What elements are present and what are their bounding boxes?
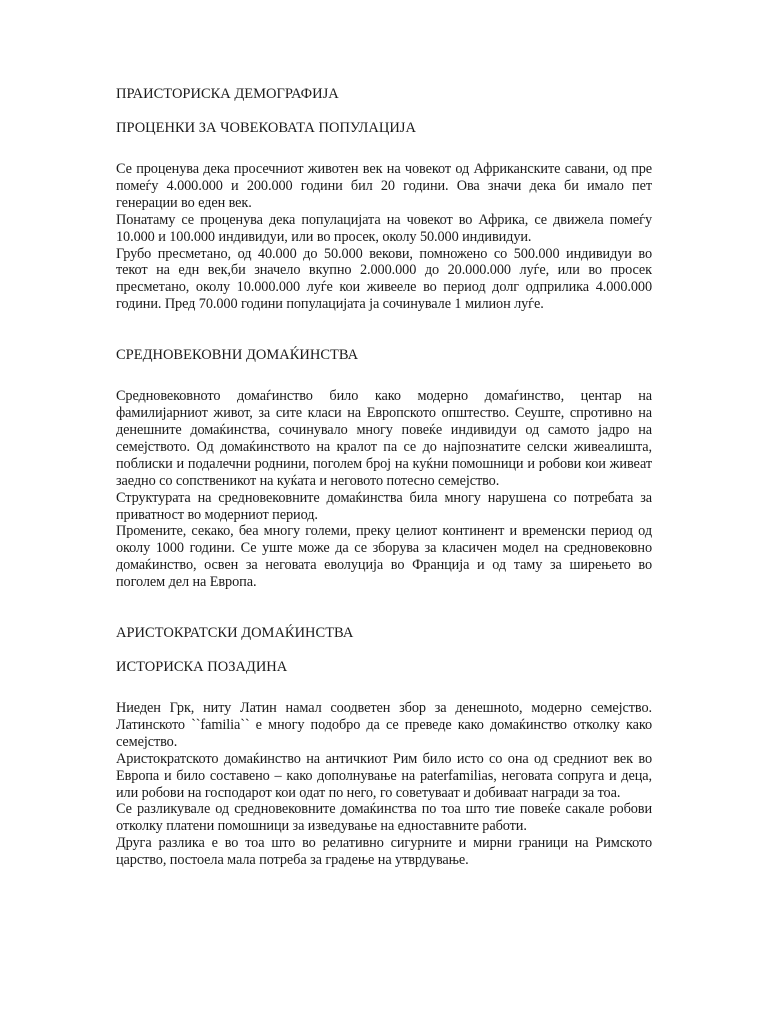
heading-medieval-households: СРЕДНОВЕКОВНИ ДОМАЌИНСТВА — [116, 347, 359, 364]
paragraph-rough-calculation: Грубо пресметано, од 40.000 до 50.000 векови, помножено со 500.000 индивидуи во текот на едн век,би значело вкупно 2.000.000 до 20.000.000 луѓе, или во просек пресметано, околу 10.000.000 луѓе кои живееле во период долг одприлика 4.000.000 години. Пред 70.000 години популацијата ја сочинувале 1 милион луѓе. — [116, 245, 652, 313]
heading-aristocratic-households: АРИСТОКРАТСКИ ДОМАЌИНСТВА — [116, 625, 354, 642]
paragraph-fortification: Друга разлика е во тоа што во релативно сигурните и мирни граници на Римското царство, постоела мала потреба за градење на утврдување. — [116, 835, 652, 869]
heading-prehistoric-demography: ПРАИСТОРИСКА ДЕМОГРАФИЈА — [116, 86, 339, 102]
paragraph-roman-household: Аристократското домаќинство на античкиот Рим било исто со она од средниот век во Европа и било составено – како дополнување на paterfamilias, неговата сопруга и деца, или робови на господарот кои одат по него, го советуваат и добиваат награди за тоа. — [116, 750, 652, 801]
paragraph-medieval-household: Средновековното домаѓинство било како модерно домаѓинство, центар на фамилијарниот живот, за сите класи на Европското општество. Сеуште, спротивно на денешните домаќинства, сочинувало многу повеќе индивидуи од самото јадро на семејството. Од домаќинството на кралот па се до најпознатите селски живеалишта, поблиски и подалечни роднини, поголем број на куќни помошници и робови кои живеат заедно со сопственикот на куќата и неговото потесно семејство. — [116, 388, 652, 489]
paragraph-slaves-difference: Се разликувале од средновековните домаќинства по тоа што тие повеќе сакале робови отколку платени помошници за изведување на едноставните работи. — [116, 801, 652, 835]
document-page — [116, 86, 652, 869]
heading-historical-background: ИСТОРИСКА ПОЗАДИНА — [116, 659, 288, 676]
paragraph-africa-population: Понатаму се проценува дека популацијата на човекот во Африка, се движела помеѓу 10.000 и 100.000 индивидуи, или во просек, околу 50.000 индивидуи. — [116, 211, 652, 245]
paragraph-household-structure: Структурата на средновековните домаќинства била многу нарушена со потребата за приватност во модерниот период. — [116, 489, 652, 523]
heading-population-estimates: ПРОЦЕНКИ ЗА ЧОВЕКОВАТА ПОПУЛАЦИЈА — [116, 120, 416, 136]
paragraph-life-expectancy: Се проценува дека просечниот животен век на човекот од Африканските савани, од пре помеѓу 4.000.000 и 200.000 години бил 20 години. Ова значи дека би имало пет генерации во еден век. — [116, 161, 652, 211]
paragraph-familia: Ниеден Грк, ниту Латин намал соодветен збор за денешноto, модерно семејство. Латинското ``familia`` е многу подобро да се преведе како домаќинство отколку како семејство. — [116, 700, 652, 750]
paragraph-changes: Промените, секако, беа многу големи, преку целиот континент и временски период од околу 1000 години. Се уште може да се зборува за класичен модел на средновековно домаќинство, освен за неговата еволуција во Франција и од таму за ширењето во поголем дел на Европа. — [116, 523, 652, 591]
